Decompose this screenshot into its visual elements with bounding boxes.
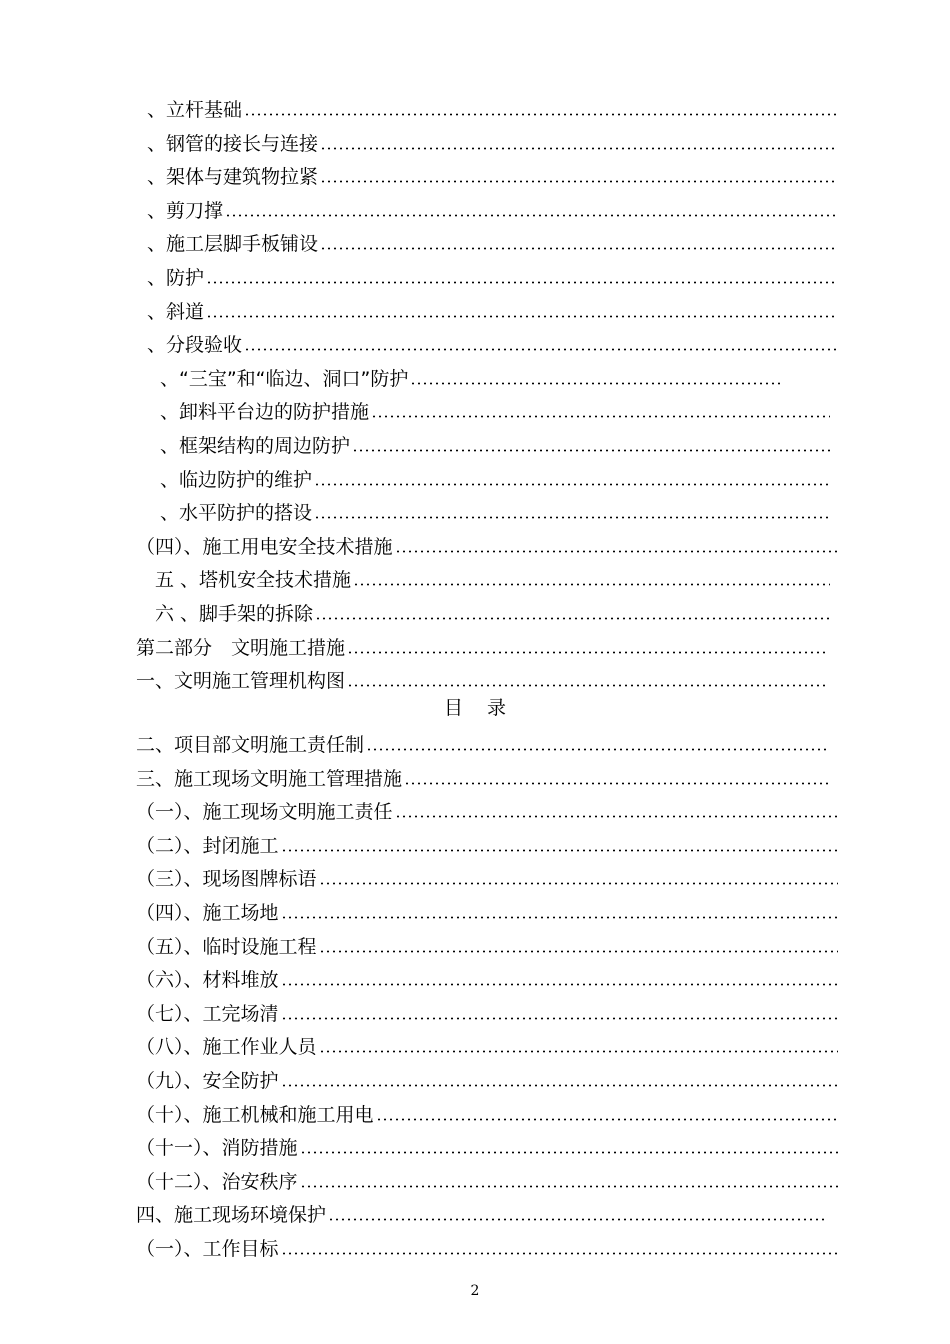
toc-entry bbox=[136, 630, 828, 663]
toc-entry-label: 、“三宝”和“临边、洞口”防护 bbox=[160, 367, 409, 390]
toc-entry bbox=[160, 428, 830, 461]
dot-leader bbox=[395, 550, 838, 553]
toc-entry-label: 、水平防护的搭设 bbox=[160, 502, 313, 525]
toc-entry-label: （四）、施工用电安全技术措施 bbox=[136, 535, 393, 558]
toc-entry-label: （五）、临时设施工程 bbox=[136, 935, 317, 958]
dot-leader bbox=[320, 147, 838, 150]
dot-leader bbox=[347, 651, 828, 654]
toc-entry bbox=[136, 529, 838, 562]
toc-entry bbox=[136, 929, 838, 962]
page-number: 2 bbox=[470, 1283, 480, 1299]
toc-entry-label: 第二部分 文明施工措施 bbox=[136, 636, 346, 659]
toc-entry-label: （十）、施工机械和施工用电 bbox=[136, 1103, 374, 1126]
toc-entry-label: （四）、施工场地 bbox=[136, 902, 279, 924]
toc-entry-label: 、剪刀撑 bbox=[147, 199, 224, 222]
toc-entry-label: 、卸料平台边的防护措施 bbox=[160, 401, 370, 424]
dot-leader bbox=[281, 1017, 838, 1020]
dot-leader bbox=[281, 916, 838, 919]
toc-entry-label: 二、项目部文明施工责任制 bbox=[136, 734, 365, 756]
toc-entry bbox=[147, 159, 838, 192]
toc-entry bbox=[136, 895, 838, 928]
toc-entry bbox=[136, 1029, 838, 1062]
dot-leader bbox=[244, 113, 838, 116]
toc-heading: 目录 bbox=[443, 697, 530, 719]
toc-entry bbox=[136, 1063, 838, 1096]
dot-leader bbox=[366, 748, 828, 751]
toc-entry bbox=[136, 761, 828, 794]
dot-leader bbox=[319, 950, 838, 953]
toc-entry bbox=[136, 828, 838, 861]
dot-leader bbox=[319, 1050, 838, 1053]
toc-entry bbox=[160, 394, 830, 427]
toc-entry-label: （二）、封闭施工 bbox=[136, 834, 279, 857]
toc-entry bbox=[147, 193, 838, 226]
toc-entry-label: 六 、脚手架的拆除 bbox=[155, 603, 314, 625]
dot-leader bbox=[315, 617, 830, 620]
dot-leader bbox=[314, 516, 830, 519]
toc-entry-label: 、斜道 bbox=[147, 300, 205, 323]
toc-entry bbox=[155, 562, 830, 595]
toc-entry bbox=[147, 294, 838, 327]
dot-leader bbox=[281, 1084, 838, 1087]
dot-leader bbox=[300, 1185, 838, 1188]
dot-leader bbox=[319, 882, 838, 885]
dot-leader bbox=[353, 583, 830, 586]
toc-entry bbox=[155, 596, 830, 629]
toc-entry-label: 、施工层脚手板铺设 bbox=[147, 233, 319, 256]
toc-entry bbox=[136, 1130, 838, 1163]
toc-entry bbox=[147, 126, 838, 159]
dot-leader bbox=[376, 1118, 838, 1121]
dot-leader bbox=[281, 1252, 838, 1255]
toc-entry bbox=[136, 794, 838, 827]
dot-leader bbox=[244, 348, 838, 351]
toc-entry bbox=[136, 962, 838, 995]
toc-entry bbox=[147, 327, 838, 360]
toc-entry-label: （一）、工作目标 bbox=[136, 1238, 279, 1260]
toc-entry bbox=[136, 1097, 838, 1130]
toc-entry-label: 、防护 bbox=[147, 267, 205, 289]
toc-entry-label: 、立杆基础 bbox=[147, 99, 243, 121]
dot-leader bbox=[281, 983, 838, 986]
toc-entry bbox=[136, 1197, 828, 1230]
toc-entry-label: 三、施工现场文明施工管理措施 bbox=[136, 767, 403, 790]
toc-entry bbox=[136, 727, 828, 760]
dot-leader bbox=[395, 815, 838, 818]
toc-entry-label: 、架体与建筑物拉紧 bbox=[147, 166, 319, 189]
toc-entry-label: 、钢管的接长与连接 bbox=[147, 132, 319, 155]
toc-entry bbox=[160, 462, 830, 495]
toc-entry-label: （七）、工完场清 bbox=[136, 1002, 279, 1025]
dot-leader bbox=[225, 214, 838, 217]
toc-entry bbox=[147, 226, 838, 259]
toc-entry-label: 、临边防护的维护 bbox=[160, 468, 313, 491]
toc-entry bbox=[136, 1164, 838, 1197]
toc-entry bbox=[160, 361, 780, 394]
dot-leader bbox=[371, 415, 830, 418]
dot-leader bbox=[320, 247, 838, 250]
toc-entry-label: 、框架结构的周边防护 bbox=[160, 435, 351, 457]
toc-entry-label: （八）、施工作业人员 bbox=[136, 1036, 317, 1059]
toc-entry-label: （三）、现场图牌标语 bbox=[136, 868, 317, 891]
dot-leader bbox=[206, 281, 838, 284]
dot-leader bbox=[206, 315, 838, 318]
toc-entry-label: 、分段验收 bbox=[147, 334, 243, 357]
dot-leader bbox=[320, 180, 838, 183]
toc-entry-label: 一、文明施工管理机构图 bbox=[136, 670, 346, 693]
dot-leader bbox=[404, 782, 828, 785]
toc-entry-label: （九）、安全防护 bbox=[136, 1070, 279, 1092]
toc-entry-label: （十二）、治安秩序 bbox=[136, 1170, 298, 1193]
toc-entry bbox=[136, 1231, 838, 1264]
dot-leader bbox=[300, 1151, 838, 1154]
toc-entry bbox=[136, 996, 838, 1029]
dot-leader bbox=[281, 849, 838, 852]
toc-entry-label: 五 、塔机安全技术措施 bbox=[155, 569, 352, 592]
toc-entry-label: 四、施工现场环境保护 bbox=[136, 1204, 327, 1227]
dot-leader bbox=[328, 1218, 828, 1221]
toc-entry bbox=[147, 260, 838, 293]
toc-entry-label: （六）、材料堆放 bbox=[136, 969, 279, 992]
toc-entry-label: （十一）、消防措施 bbox=[136, 1137, 298, 1160]
toc-entry bbox=[136, 861, 838, 894]
dot-leader bbox=[314, 483, 830, 486]
dot-leader bbox=[352, 449, 830, 452]
dot-leader bbox=[410, 382, 780, 385]
toc-entry-label: （一）、施工现场文明施工责任 bbox=[136, 801, 393, 824]
toc-entry bbox=[160, 495, 830, 528]
dot-leader bbox=[347, 684, 828, 687]
toc-entry bbox=[147, 92, 838, 125]
